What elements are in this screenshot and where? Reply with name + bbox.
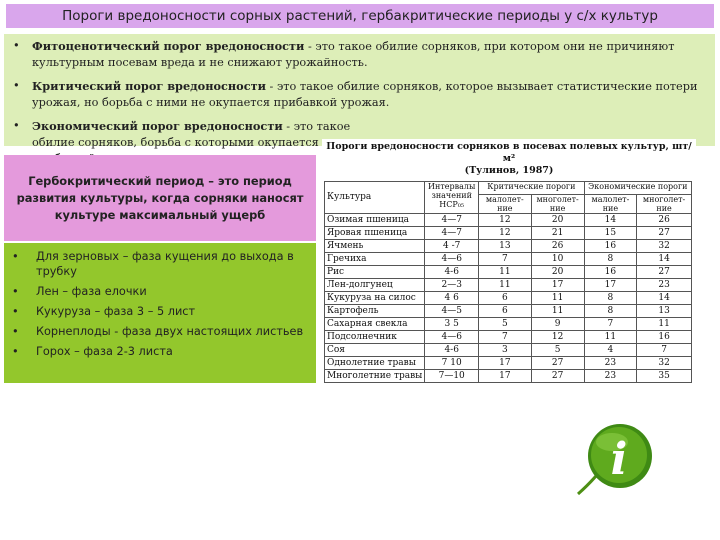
info-icon[interactable] [576, 418, 658, 500]
culture-cell: Однолетние травы [325, 357, 425, 370]
value-cell: 4—5 [425, 305, 479, 318]
value-cell: 6 [479, 305, 531, 318]
title-bar [6, 4, 714, 28]
table-row [325, 292, 692, 305]
phase-text: Лен – фаза елочки [36, 285, 147, 298]
value-cell: 3 5 [425, 318, 479, 331]
value-cell: 17 [479, 370, 531, 383]
value-cell: 17 [584, 279, 636, 292]
value-cell: 20 [531, 214, 584, 227]
value-cell: 11 [531, 305, 584, 318]
table-row [325, 370, 692, 383]
definition-term: Фитоценотический порог вредоносности [32, 39, 305, 53]
value-cell: 15 [584, 227, 636, 240]
value-cell: 5 [479, 318, 531, 331]
value-cell: 3 [479, 344, 531, 357]
table-row [325, 344, 692, 357]
phase-text: Для зерновых – фаза кущения до выхода в трубку [36, 250, 294, 278]
value-cell: 32 [637, 357, 692, 370]
table-row [325, 214, 692, 227]
table-title [322, 139, 696, 177]
definition-item: • Критический порог вредоносности - это такое обилие сорняков, которое вызывает статистические потери урожая, но борьба с ними не окупается прибавкой урожая. [13, 79, 698, 109]
definitions-panel [4, 34, 715, 149]
value-cell: 2—3 [425, 279, 479, 292]
value-cell: 27 [637, 227, 692, 240]
value-cell: 7 [637, 344, 692, 357]
value-cell: 27 [531, 370, 584, 383]
value-cell: 17 [531, 279, 584, 292]
value-cell: 11 [479, 266, 531, 279]
table-title-line1: Пороги вредоносности сорняков в посевах полевых культур, шт/м² [326, 141, 692, 164]
value-cell: 7 [479, 253, 531, 266]
value-cell: 16 [584, 240, 636, 253]
value-cell: 17 [479, 357, 531, 370]
phase-text: Корнеплоды - фаза двух настоящих листьев [36, 325, 304, 338]
value-cell: 11 [531, 292, 584, 305]
value-cell: 8 [584, 292, 636, 305]
definition-text: - это такое обилие сорняков, которое вызывает статистические потери урожая, но борьба с ними не окупается прибавкой урожая. [32, 80, 698, 109]
thresholds-table-panel [322, 139, 696, 398]
value-cell: 4 6 [425, 292, 479, 305]
value-cell: 4 -7 [425, 240, 479, 253]
value-cell: 4 [584, 344, 636, 357]
value-cell: 8 [584, 253, 636, 266]
culture-cell: Озимая пшеница [325, 214, 425, 227]
value-cell: 13 [479, 240, 531, 253]
value-cell: 14 [637, 292, 692, 305]
table-row [325, 318, 692, 331]
value-cell: 10 [531, 253, 584, 266]
thresholds-table [324, 181, 692, 383]
culture-cell: Соя [325, 344, 425, 357]
value-cell: 12 [479, 227, 531, 240]
value-cell: 4-6 [425, 344, 479, 357]
value-cell: 7 [479, 331, 531, 344]
culture-cell: Подсолнечник [325, 331, 425, 344]
value-cell: 23 [584, 370, 636, 383]
culture-cell: Кукуруза на силос [325, 292, 425, 305]
value-cell: 12 [531, 331, 584, 344]
value-cell: 23 [637, 279, 692, 292]
table-row [325, 279, 692, 292]
value-cell: 4—6 [425, 331, 479, 344]
column-subheader: многолет-ние [531, 195, 584, 214]
table-title-line2: (Тулинов, 1987) [464, 165, 554, 176]
value-cell: 27 [531, 357, 584, 370]
phases-panel [4, 243, 316, 383]
value-cell: 11 [584, 331, 636, 344]
phase-item: • Горох – фаза 2-3 листа [12, 345, 173, 358]
column-subheader: малолет-ние [584, 195, 636, 214]
page-title: Пороги вредоносности сорных растений, гербакритические периоды у с/х культур [62, 8, 658, 24]
table-row [325, 240, 692, 253]
definition-term: Экономический порог вредоносности [32, 119, 283, 133]
phase-item: • Лен – фаза елочки [12, 285, 147, 298]
value-cell: 11 [637, 318, 692, 331]
definition-text: - это такое обилие сорняков, борьба с которыми окупается [32, 120, 351, 149]
value-cell: 16 [637, 331, 692, 344]
phase-item: • Корнеплоды - фаза двух настоящих листьев [12, 325, 304, 338]
column-subheader: многолет-ние [637, 195, 692, 214]
column-header-interval: Интервалы значений НСР₀₅ [425, 182, 479, 214]
table-row [325, 331, 692, 344]
value-cell: 9 [531, 318, 584, 331]
value-cell: 7—10 [425, 370, 479, 383]
table-row [325, 305, 692, 318]
value-cell: 4-6 [425, 266, 479, 279]
table-row [325, 357, 692, 370]
info-glyph: i [610, 434, 628, 485]
value-cell: 4—7 [425, 214, 479, 227]
value-cell: 27 [637, 266, 692, 279]
column-header-critical: Критические пороги [479, 182, 585, 195]
culture-cell: Рис [325, 266, 425, 279]
definition-item: • Фитоценотический порог вредоносности - это такое обилие сорняков, при котором они не причиняют культурным посевам вреда и не снижают урожайность. [13, 39, 675, 69]
column-header-culture: Культура [325, 182, 425, 214]
column-header-economic: Экономические пороги [584, 182, 691, 195]
culture-cell: Ячмень [325, 240, 425, 253]
phase-item: • Кукуруза – фаза 3 – 5 лист [12, 305, 196, 318]
phase-item: • Для зерновых – фаза кущения до выхода в трубку [12, 250, 294, 278]
value-cell: 16 [584, 266, 636, 279]
culture-cell: Лен-долгунец [325, 279, 425, 292]
table-row [325, 227, 692, 240]
culture-cell: Сахарная свекла [325, 318, 425, 331]
value-cell: 11 [479, 279, 531, 292]
value-cell: 23 [584, 357, 636, 370]
culture-cell: Яровая пшеница [325, 227, 425, 240]
value-cell: 7 [584, 318, 636, 331]
value-cell: 5 [531, 344, 584, 357]
value-cell: 32 [637, 240, 692, 253]
value-cell: 4—7 [425, 227, 479, 240]
phase-text: Горох – фаза 2-3 листа [36, 345, 173, 358]
herbocritical-definition-box [4, 155, 316, 241]
column-subheader: малолет-ние [479, 195, 531, 214]
culture-cell: Гречиха [325, 253, 425, 266]
table-row [325, 253, 692, 266]
value-cell: 8 [584, 305, 636, 318]
value-cell: 4—6 [425, 253, 479, 266]
definition-term: Критический порог вредоносности [32, 79, 266, 93]
value-cell: 12 [479, 214, 531, 227]
value-cell: 20 [531, 266, 584, 279]
definition-item: • Экономический порог вредоносности - это такое обилие сорняков, борьба с которыми окупается [4, 118, 715, 167]
value-cell: 14 [584, 214, 636, 227]
value-cell: 13 [637, 305, 692, 318]
table-row [325, 266, 692, 279]
culture-cell: Многолетние травы [325, 370, 425, 383]
herbocritical-definition: Гербокритический период – это период развития культуры, когда сорняки наносят культуре максимальный ущерб [16, 173, 304, 222]
phase-text: Кукуруза – фаза 3 – 5 лист [36, 305, 196, 318]
value-cell: 21 [531, 227, 584, 240]
definition-text: - это такое обилие сорняков, при котором они не причиняют культурным посевам вреда и не снижают урожайность. [32, 40, 675, 69]
culture-cell: Картофель [325, 305, 425, 318]
value-cell: 14 [637, 253, 692, 266]
value-cell: 26 [637, 214, 692, 227]
value-cell: 26 [531, 240, 584, 253]
value-cell: 6 [479, 292, 531, 305]
value-cell: 7 10 [425, 357, 479, 370]
value-cell: 35 [637, 370, 692, 383]
